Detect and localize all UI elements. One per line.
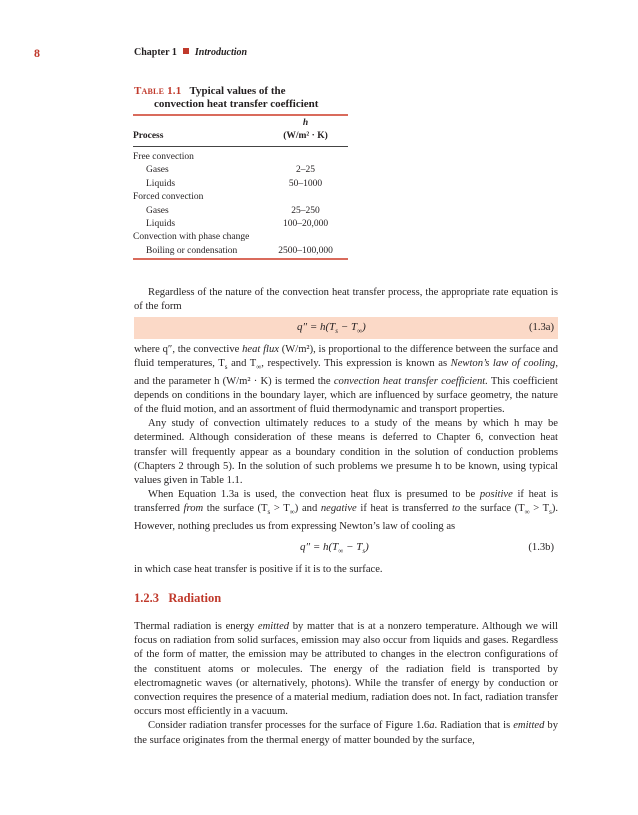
section-number: 1.2.3 <box>134 591 159 605</box>
p6-c: by matter that is at a nonzero temperature. Although we will focus on radiation from solid surfaces, emission may also occur from liquids and gases. Regardless of the form of matter, the emission may be attributed to changes in the electron configurations of the constituent atoms or molecules. The energy of the radiation field is transported by electromagnetic waves (or alternatively, photons). While the transfer of energy by conduction or convection requires the presence of a material medium, radiation does not. In fact, radiation transfer occurs most efficiently in a vacuum. <box>134 621 558 718</box>
page-number: 8 <box>34 46 40 60</box>
equation-1-3a: $q'' = h(T_s - T_\infty)$ <box>297 321 366 336</box>
table-bottom-rule <box>133 258 348 260</box>
paragraph-7 <box>134 719 558 747</box>
paragraph-block-2 <box>134 343 558 534</box>
chapter-label: Chapter 1 <box>134 47 177 58</box>
p2-coefficient-term: convection heat transfer coefficient. <box>333 375 488 387</box>
table-cell-process: Convection with phase change <box>133 232 250 243</box>
paragraph-3: Any study of convection ultimately reduces to a study of the means by which h may be determined. Although consideration of these means is deferred to Chapter 6, convection heat transfer will frequently appear as a boundary condition in the solution of conduction problems (Chapters 2 through 5). In the solution of such problems we presume h to be known, using typical values given in Table 1.1. <box>134 418 558 486</box>
table-row <box>133 219 348 233</box>
table-row <box>133 165 348 179</box>
table-cell-value: 2500–100,000 <box>278 245 333 256</box>
p4-l: > T <box>529 503 550 515</box>
p4-positive: positive <box>479 489 513 501</box>
p4-k: the surface (T <box>460 503 525 515</box>
paragraph-5: in which case heat transfer is positive if it is to the surface. <box>134 564 383 575</box>
p2-d: and T <box>227 358 257 370</box>
table-top-rule <box>133 114 348 116</box>
paragraph-block-radiation <box>134 620 558 748</box>
equation-1-3b-number: (1.3b) <box>528 542 554 553</box>
p7-c: . Radiation that is <box>434 720 514 732</box>
table-cell-process: Gases <box>146 165 169 176</box>
table-row <box>133 152 348 166</box>
p4-m: ). However, nothing precludes us from expressing Newton’s law of cooling as <box>134 503 559 532</box>
p7-a: Consider radiation transfer processes for the surface of Figure 1.6 <box>148 720 430 732</box>
chapter-title: Introduction <box>194 47 248 58</box>
table-row <box>133 192 348 206</box>
paragraph-4: When Equation 1.3a is used, the convection heat flux is presumed to be positive if heat is transferred from the surface $(T_s > T_\infty)$ and negative if heat is transferred to the surface $(T_\infty > T_s)$. However, nothing precludes us from expressing Newton’s law of cooling as <box>134 489 559 532</box>
paragraph-6 <box>134 620 558 719</box>
running-header <box>134 47 247 58</box>
table-title-line1: Typical values of the <box>189 85 286 97</box>
p6-a: Thermal radiation is energy <box>134 621 258 632</box>
p2-e: , respectively. This expression is known as <box>261 358 451 370</box>
section-title: Radiation <box>168 591 222 605</box>
equation-1-3a-number: (1.3a) <box>529 322 554 333</box>
p6-emitted: emitted <box>257 621 290 632</box>
p7-emitted: emitted <box>513 720 545 732</box>
table-cell-process: Boiling or condensation <box>146 245 238 256</box>
p2-i: This coefficient depends on conditions in the boundary layer, which are influenced by surface geometry, the nature of the fluid motion, and an assortment of fluid thermodynamic and transport properties. <box>134 375 558 415</box>
equation-1-3b: $q'' = h(T_\infty - T_s)$ <box>300 541 369 556</box>
p4-f: > T <box>270 503 290 515</box>
table-label: Table 1.1 <box>134 85 182 97</box>
table-cell-process: Gases <box>146 205 169 216</box>
p4-i: if heat is transferred <box>356 503 452 515</box>
p2-g: , and the parameter h (W/m² · K) is termed the <box>134 358 558 387</box>
table-row <box>133 179 348 193</box>
table-cell-process: Forced convection <box>133 192 204 203</box>
table-cell-process: Liquids <box>146 178 176 189</box>
paragraph-1: Regardless of the nature of the convection heat transfer process, the appropriate rate equation is of the form <box>134 287 558 313</box>
p7-b: a <box>429 720 435 732</box>
paragraph-block-5 <box>134 563 558 577</box>
p4-negative: negative <box>320 503 357 515</box>
table-cell-value: 50–1000 <box>288 178 323 189</box>
table-cell-value: 25–250 <box>291 205 320 216</box>
table-header-h: h <box>302 118 309 128</box>
square-bullet-icon <box>183 48 189 54</box>
table-cell-value: 2–25 <box>296 165 315 176</box>
p2-c: (W/m²), is proportional to the difference between the surface and fluid temperatures, T <box>134 344 559 370</box>
table-caption <box>134 85 349 111</box>
p2-newtons-law: Newton’s law of cooling <box>450 358 556 370</box>
p4-to: to <box>451 503 461 515</box>
p2-a: where q″, the convective <box>134 344 243 355</box>
table-row <box>133 232 348 246</box>
table-header-unit: (W/m² · K) <box>283 131 328 141</box>
table-header-rule <box>133 146 348 147</box>
paragraph-intro <box>134 286 558 314</box>
p4-c: if heat is transferred <box>134 489 558 515</box>
p4-a: When Equation 1.3a is used, the convection heat flux is presumed to be <box>148 489 480 501</box>
p4-e: the surface (T <box>203 503 268 515</box>
table-header-process: Process <box>133 131 164 141</box>
section-heading <box>134 591 221 606</box>
table-row <box>133 206 348 220</box>
table-cell-value: 100–20,000 <box>282 219 329 229</box>
table-cell-process: Liquids <box>146 219 176 229</box>
table-cell-process: Free convection <box>133 152 194 162</box>
p7-e: by the surface originates from the thermal energy of matter bounded by the surface, <box>134 720 558 746</box>
paragraph-2: where q″, the convective heat flux (W/m²), is proportional to the difference between the surface and fluid temperatures, $T_s$ and $T_\infty$, respectively. This expression is known as Newton’s law of cooling, and the parameter h (W/m² · K) is termed the convection heat transfer coefficient. This coefficient depends on conditions in the boundary layer, which are influenced by surface geometry, the nature of the fluid motion, and an assortment of fluid thermodynamic and transport properties. <box>134 344 559 415</box>
p2-heat-flux: heat flux <box>242 344 279 355</box>
table-title-line2: convection heat transfer coefficient <box>154 98 319 110</box>
p4-g: ) and <box>294 503 321 515</box>
p4-from: from <box>183 503 204 515</box>
